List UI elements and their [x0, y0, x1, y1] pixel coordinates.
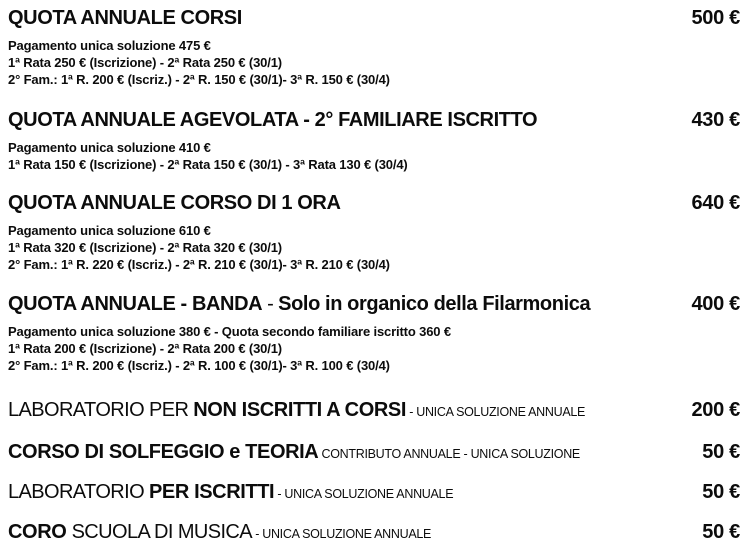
- section-header-row: [8, 292, 740, 316]
- section-title-subtitle: Solo in organico della Filarmonica: [278, 293, 591, 315]
- detail-line: 1ª Rata 200 € (Iscrizione) - 2ª Rata 200 € (30/1): [8, 341, 282, 356]
- section-title: [8, 480, 453, 506]
- section-title: [8, 6, 242, 30]
- section-details: [8, 37, 740, 88]
- section-price: 200 €: [691, 399, 740, 421]
- section-price: 400 €: [691, 293, 740, 315]
- section-title: [8, 108, 537, 132]
- section-coro-scuola-musica: [8, 520, 740, 545]
- section-header-row: [8, 520, 740, 545]
- section-title-bold: CORO: [8, 521, 72, 543]
- section-title-text: QUOTA ANNUALE CORSO DI 1 ORA: [8, 192, 341, 214]
- detail-line: 2° Fam.: 1ª R. 220 € (Iscriz.) - 2ª R. 210 € (30/1)- 3ª R. 210 € (30/4): [8, 257, 390, 272]
- section-price: 500 €: [691, 7, 740, 29]
- section-details: [8, 139, 740, 173]
- detail-line: 2° Fam.: 1ª R. 200 € (Iscriz.) - 2ª R. 100 € (30/1)- 3ª R. 100 € (30/4): [8, 358, 390, 373]
- section-header-row: [8, 480, 740, 506]
- section-price: 430 €: [691, 109, 740, 131]
- section-title-separator: -: [262, 293, 279, 315]
- detail-line: Pagamento unica soluzione 380 € - Quota secondo familiare iscritto 360 €: [8, 324, 451, 339]
- section-details: [8, 222, 740, 273]
- section-title-text: QUOTA ANNUALE AGEVOLATA - 2° FAMILIARE ISCRITTO: [8, 109, 538, 131]
- section-title-light: LABORATORIO PER: [8, 399, 194, 421]
- section-title: [8, 440, 580, 466]
- section-title: [8, 520, 431, 545]
- detail-line: Pagamento unica soluzione 410 €: [8, 140, 211, 155]
- section-corso-solfeggio-teoria: [8, 440, 740, 466]
- section-price: 50 €: [702, 521, 740, 543]
- section-price: 50 €: [702, 481, 740, 503]
- section-title-bold: PER ISCRITTI: [148, 481, 275, 503]
- detail-line: 1ª Rata 150 € (Iscrizione) - 2ª Rata 150 € (30/1) - 3ª Rata 130 € (30/4): [8, 157, 408, 172]
- section-title-suffix: CONTRIBUTO ANNUALE - UNICA SOLUZIONE: [318, 447, 580, 461]
- detail-line: 1ª Rata 320 € (Iscrizione) - 2ª Rata 320 € (30/1): [8, 240, 282, 255]
- section-header-row: [8, 191, 740, 215]
- section-header-row: [8, 6, 740, 30]
- section-quota-annuale-banda: [8, 292, 740, 374]
- detail-line: Pagamento unica soluzione 610 €: [8, 223, 211, 238]
- section-price: 50 €: [702, 441, 740, 463]
- section-title: [8, 191, 341, 215]
- section-quota-annuale-agevolata: [8, 108, 740, 173]
- section-quota-annuale-corso-1-ora: [8, 191, 740, 273]
- detail-line: 2° Fam.: 1ª R. 200 € (Iscriz.) - 2ª R. 150 € (30/1)- 3ª R. 150 € (30/4): [8, 72, 390, 87]
- section-title-suffix: - UNICA SOLUZIONE ANNUALE: [406, 405, 586, 419]
- section-price: 640 €: [691, 192, 740, 214]
- section-laboratorio-non-iscritti: [8, 398, 740, 424]
- detail-line: Pagamento unica soluzione 475 €: [8, 38, 211, 53]
- section-title-light: LABORATORIO: [8, 481, 149, 503]
- section-title-suffix: - UNICA SOLUZIONE ANNUALE: [252, 527, 432, 541]
- detail-line: 1ª Rata 250 € (Iscrizione) - 2ª Rata 250 € (30/1): [8, 55, 282, 70]
- section-title-suffix: - UNICA SOLUZIONE ANNUALE: [274, 487, 454, 501]
- section-title-bold: NON ISCRITTI A CORSI: [193, 399, 407, 421]
- section-title-bold: CORSO DI SOLFEGGIO e TEORIA: [8, 441, 319, 463]
- section-title: [8, 292, 590, 316]
- section-title-caps: QUOTA ANNUALE - BANDA: [8, 293, 263, 315]
- section-header-row: [8, 440, 740, 466]
- section-title-light: SCUOLA DI MUSICA: [71, 521, 253, 543]
- section-header-row: [8, 398, 740, 424]
- section-title-text: QUOTA ANNUALE CORSI: [8, 7, 242, 29]
- section-header-row: [8, 108, 740, 132]
- section-quota-annuale-corsi: [8, 6, 740, 88]
- section-laboratorio-iscritti: [8, 480, 740, 506]
- section-title: [8, 398, 585, 424]
- section-details: [8, 323, 740, 374]
